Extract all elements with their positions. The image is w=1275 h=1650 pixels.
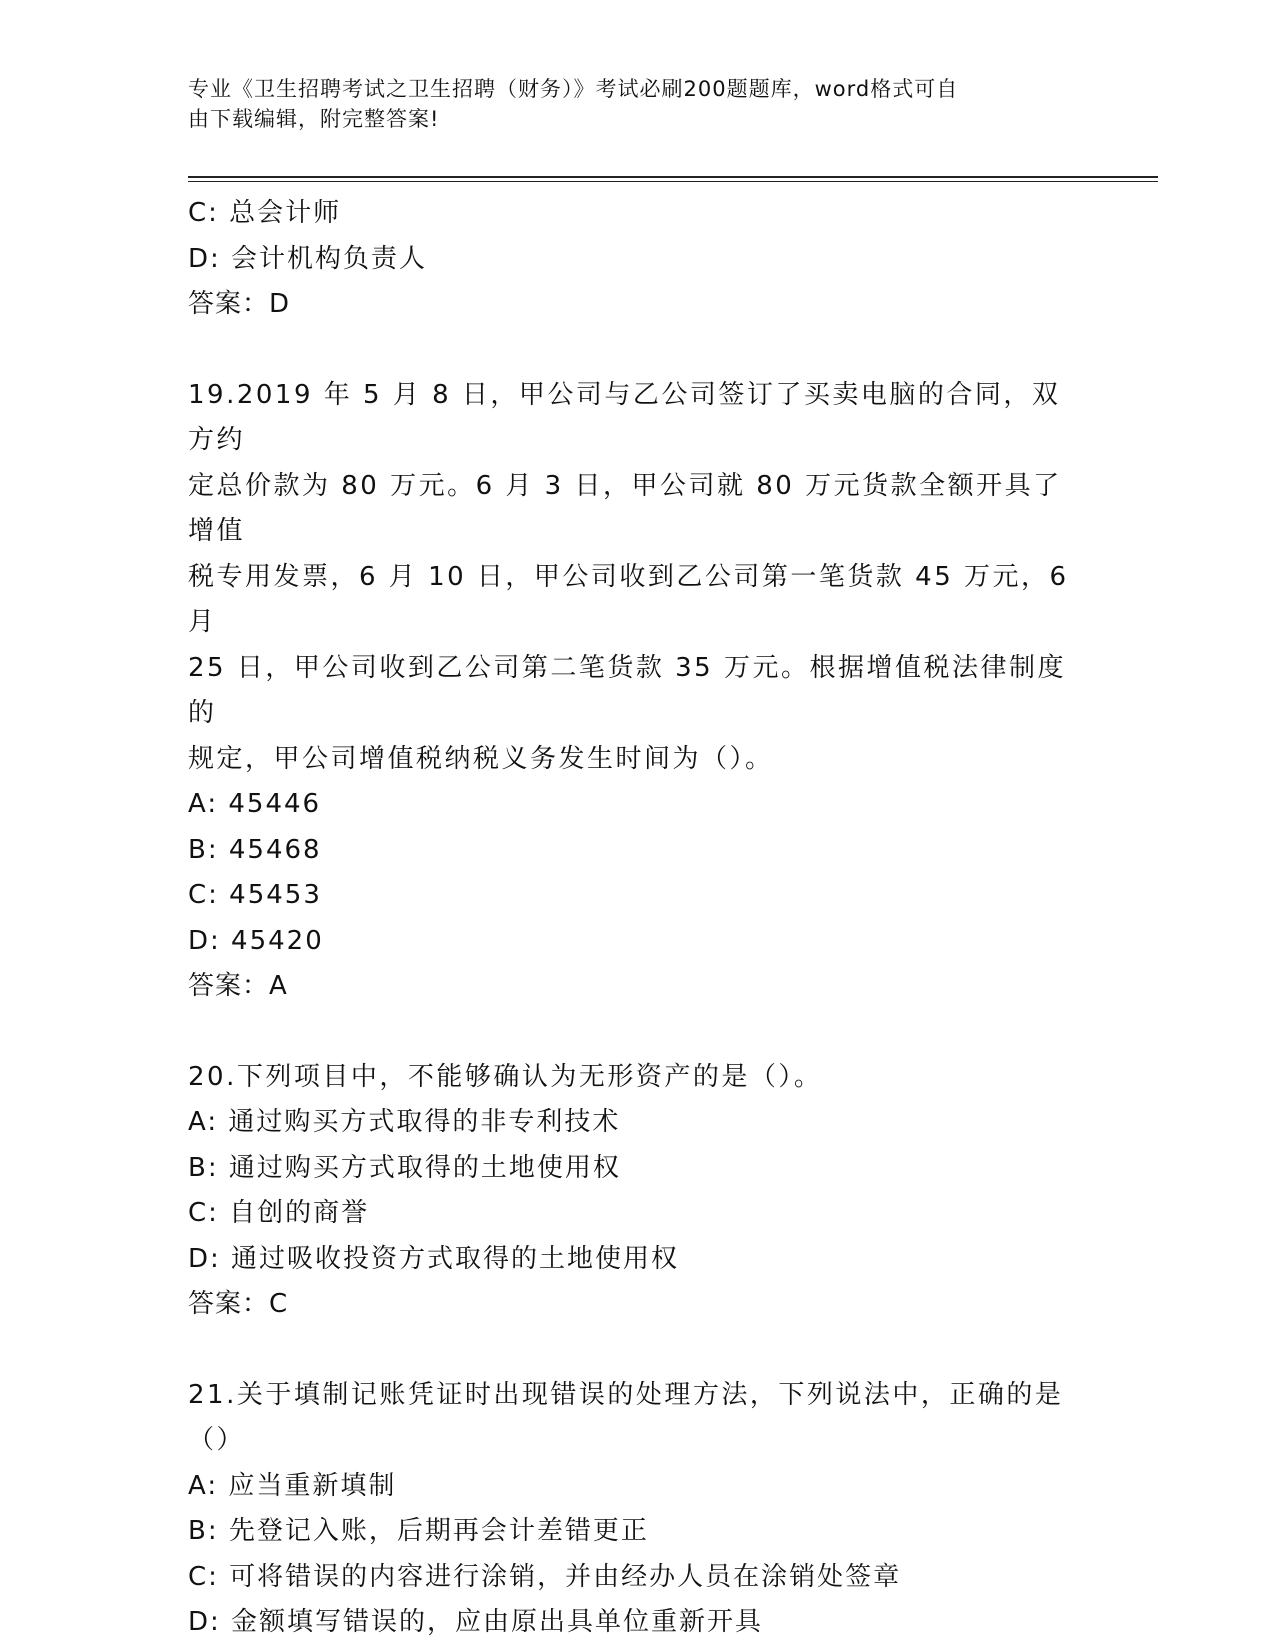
document-header	[188, 74, 1068, 134]
header-line-2: 由下载编辑，附完整答案!	[188, 107, 440, 131]
question-text-line: 定总价款为 80 万元。6 月 3 日，甲公司就 80 万元货款全额开具了增值	[188, 470, 1062, 546]
question-text-line: 税专用发票，6 月 10 日，甲公司收到乙公司第一笔货款 45 万元，6 月	[188, 561, 1069, 637]
answer-line: 答案：A	[188, 971, 288, 1001]
option-d: D: 45420	[188, 925, 324, 956]
question-text-line: 19.2019 年 5 月 8 日，甲公司与乙公司签订了买卖电脑的合同，双方约	[188, 379, 1061, 455]
answer-line: 答案：D	[188, 289, 291, 319]
option-c: C: 可将错误的内容进行涂销，并由经办人员在涂销处签章	[188, 1561, 902, 1592]
question-text-line: 规定，甲公司增值税纳税义务发生时间为（）。	[188, 743, 774, 774]
option-b: B: 先登记入账，后期再会计差错更正	[188, 1516, 649, 1546]
answer-line: 答案：C	[188, 1289, 289, 1319]
option-b: B: 45468	[188, 834, 322, 865]
option-b: B: 通过购买方式取得的土地使用权	[188, 1152, 621, 1183]
question-list	[188, 191, 1088, 1646]
question-text-line: 20.下列项目中，不能够确认为无形资产的是（）。	[188, 1061, 823, 1092]
header-divider-bottom	[188, 181, 1158, 182]
question-20	[188, 1055, 1088, 1328]
question-text-line: 21.关于填制记账凭证时出现错误的处理方法，下列说法中，正确的是	[188, 1379, 1064, 1410]
option-a: A: 45446	[188, 789, 322, 819]
question-18-tail	[188, 191, 1088, 328]
question-text-line: （）	[188, 1425, 246, 1455]
question-19	[188, 373, 1088, 1010]
header-divider-top	[188, 176, 1158, 178]
header-line-1: 专业《卫生招聘考试之卫生招聘（财务）》考试必刷200题题库，word格式可自	[188, 77, 959, 101]
question-text-line: 25 日，甲公司收到乙公司第二笔货款 35 万元。根据增值税法律制度的	[188, 652, 1066, 728]
option-d: D: 金额填写错误的，应由原出具单位重新开具	[188, 1607, 764, 1637]
option-d: D: 会计机构负责人	[188, 243, 428, 274]
option-a: A: 通过购买方式取得的非专利技术	[188, 1107, 621, 1137]
option-c: C: 自创的商誉	[188, 1198, 370, 1228]
option-a: A: 应当重新填制	[188, 1470, 397, 1501]
option-c: C: 45453	[188, 880, 322, 910]
option-d: D: 通过吸收投资方式取得的土地使用权	[188, 1243, 680, 1274]
question-21	[188, 1373, 1088, 1646]
option-c: C: 总会计师	[188, 198, 342, 228]
